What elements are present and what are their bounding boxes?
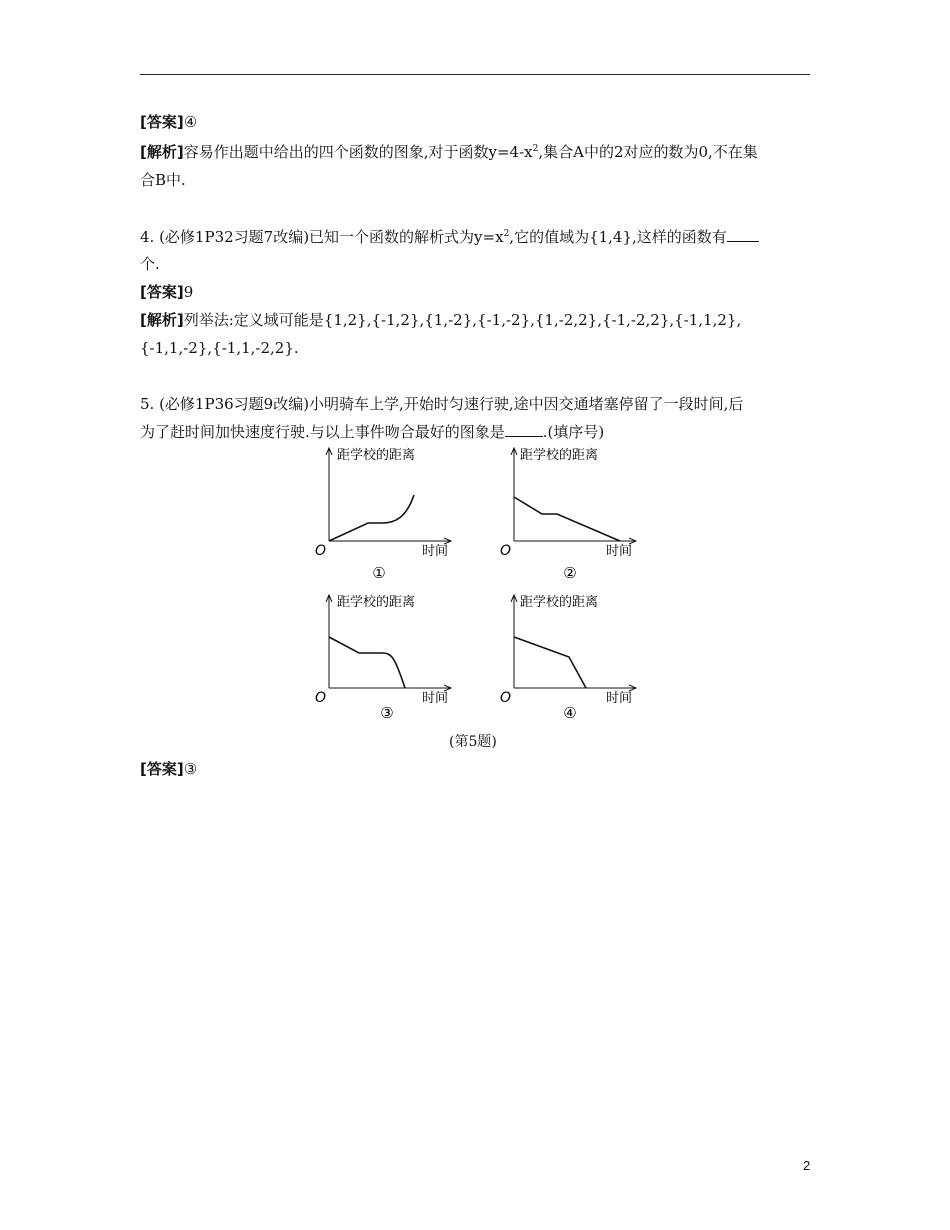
superscript: 2: [503, 229, 510, 239]
y-axis-label: 距学校的距离: [337, 595, 416, 610]
analysis-tag: [解析]: [140, 311, 184, 329]
graph-1-svg: [310, 442, 460, 587]
distance-line: [514, 497, 620, 541]
q3-analysis-line-1: [140, 142, 758, 162]
q4-stem-line-1: [140, 227, 759, 247]
analysis-text: 容易作出题中给出的四个函数的图象,对于函数y=4-x: [183, 143, 533, 161]
question-text: 为了赶时间加快速度行驶.与以上事件吻合最好的图象是: [140, 423, 505, 441]
origin-label: O: [500, 543, 512, 559]
analysis-text: 列举法:定义域可能是{1,2},{-1,2},{1,-2},{-1,-2},{1,-2,2},{-1,-2,2},{-1,1,2},: [183, 311, 742, 329]
q5-stem-line-2: [140, 422, 604, 442]
graph-4-svg: [494, 590, 644, 725]
origin-label: O: [315, 690, 327, 706]
graph-number: ④: [563, 704, 577, 722]
answer-tag: [答案]: [140, 283, 184, 301]
header-rule: [140, 74, 810, 75]
graph-number: ③: [380, 704, 394, 722]
analysis-text: 合B中.: [140, 171, 186, 189]
origin-label: O: [500, 690, 512, 706]
graph-3: [310, 590, 460, 729]
distance-curve: [329, 495, 414, 541]
answer-value: ④: [183, 113, 198, 131]
y-axis-label: 距学校的距离: [337, 448, 416, 463]
graph-number: ②: [563, 564, 577, 582]
answer-tag: [答案]: [140, 760, 184, 778]
graph-4: [494, 590, 644, 729]
answer-tag: [答案]: [140, 113, 184, 131]
x-axis-label: 时间: [422, 691, 449, 706]
y-axis-label: 距学校的距离: [520, 448, 599, 463]
graph-2-svg: [494, 442, 644, 587]
graph-1: [310, 442, 460, 591]
q3-analysis-line-2: [140, 170, 186, 190]
question-text: .(填序号): [542, 423, 605, 441]
question-text: 5. (必修1P36习题9改编)小明骑车上学,开始时匀速行驶,途中因交通堵塞停留了一段时间,后: [140, 395, 744, 413]
answer-value: ③: [183, 760, 198, 778]
superscript: 2: [532, 144, 539, 154]
q3-answer-line: [140, 112, 197, 132]
x-axis-label: 时间: [422, 544, 449, 559]
question-text: ,它的值域为{1,4},这样的函数有: [509, 228, 727, 246]
x-axis-label: 时间: [606, 691, 633, 706]
graph-3-svg: [310, 590, 460, 725]
graph-2: [494, 442, 644, 591]
analysis-text: {-1,1,-2},{-1,1,-2,2}.: [140, 339, 299, 357]
answer-blank: [505, 422, 543, 437]
graph-number: ①: [372, 564, 386, 582]
question-text: 4. (必修1P32习题7改编)已知一个函数的解析式为y=x: [140, 228, 504, 246]
question-text: 个.: [140, 255, 160, 273]
page-number: 2: [803, 1158, 811, 1173]
y-axis-label: 距学校的距离: [520, 595, 599, 610]
q5-stem-line-1: [140, 394, 743, 414]
figure-caption: (第5题): [449, 734, 497, 750]
q4-answer-line: [140, 282, 193, 302]
q5-answer-line: [140, 759, 197, 779]
answer-value: 9: [183, 283, 194, 301]
q4-analysis-line-2: [140, 338, 299, 358]
analysis-tag: [解析]: [140, 143, 184, 161]
distance-curve: [329, 637, 405, 688]
answer-blank: [727, 227, 759, 242]
analysis-text: ,集合A中的2对应的数为0,不在集: [538, 143, 758, 161]
distance-line: [514, 637, 586, 688]
q4-analysis-line-1: [140, 310, 741, 330]
origin-label: O: [315, 543, 327, 559]
x-axis-label: 时间: [606, 544, 633, 559]
q4-stem-line-2: [140, 254, 160, 274]
